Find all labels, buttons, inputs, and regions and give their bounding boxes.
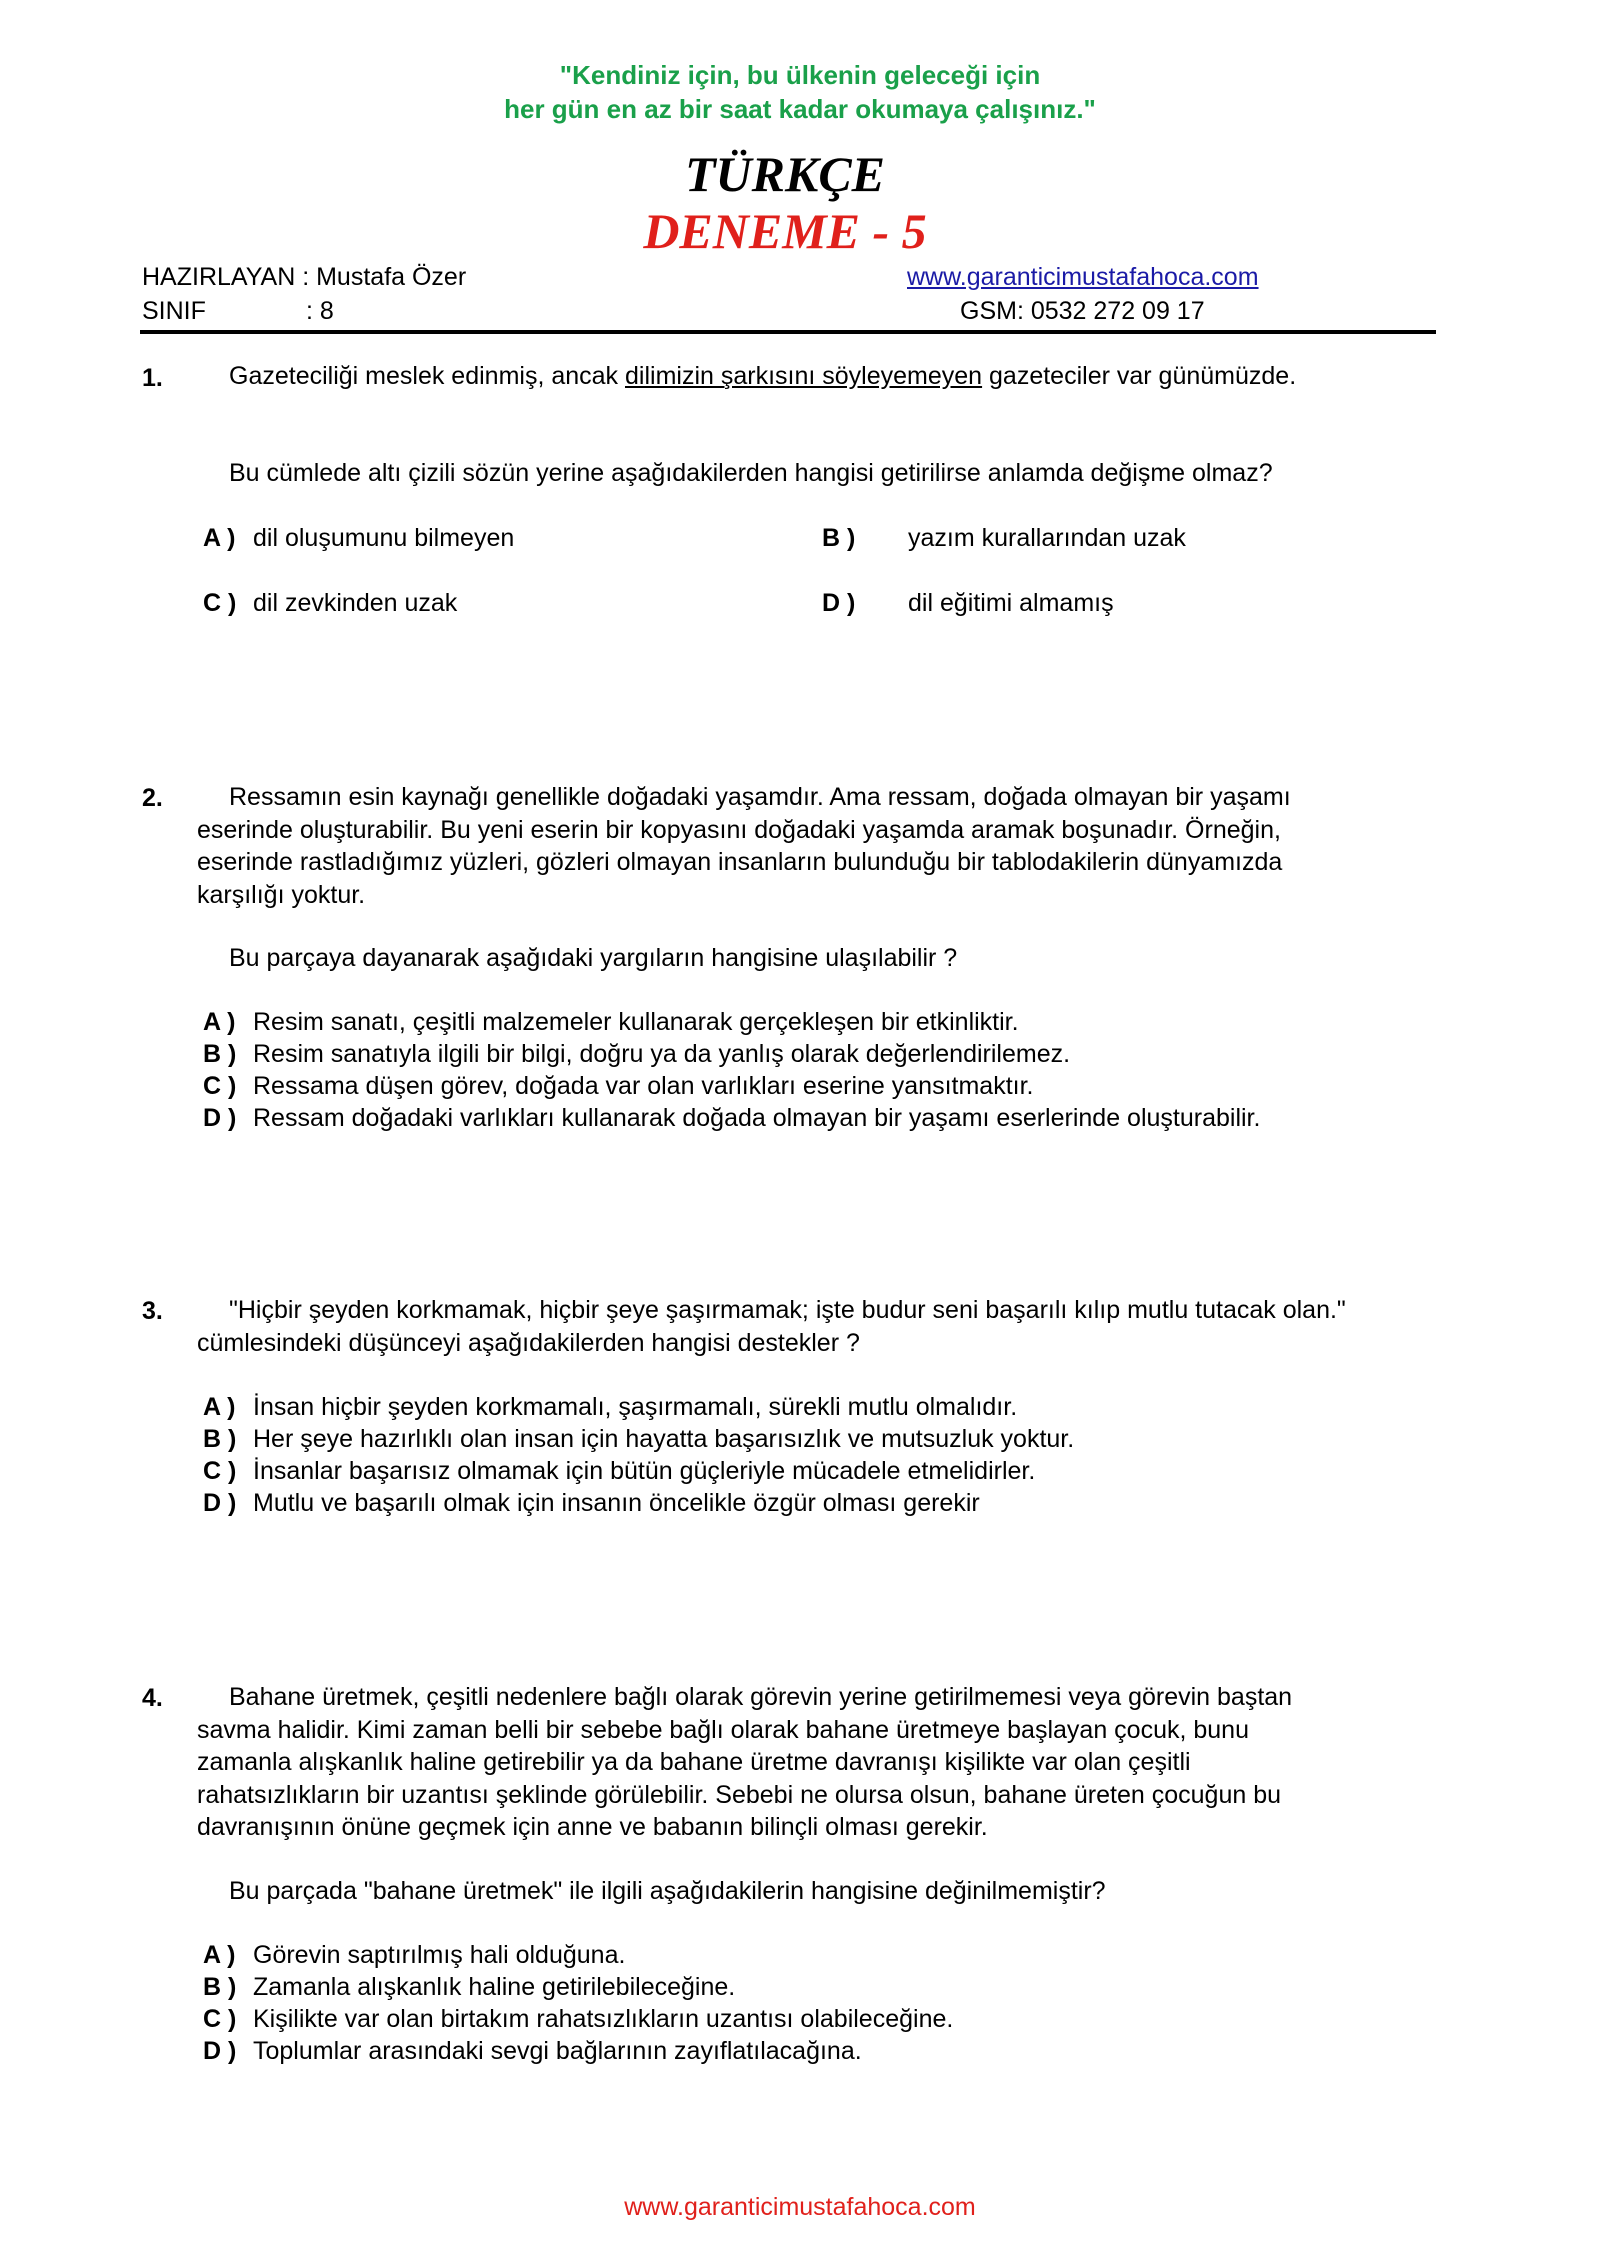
question-3-option-c[interactable]: C ) İnsanlar başarısız olmamak için bütün güçleriyle mücadele etmelidirler. (203, 1457, 1036, 1485)
question-1-option-d[interactable]: D ) dil eğitimi almamış (822, 589, 1114, 617)
question-4-option-b[interactable]: B ) Zamanla alışkanlık haline getirilebileceğine. (203, 1973, 736, 2001)
question-1-prompt: Bu cümlede altı çizili sözün yerine aşağıdakilerden hangisi getirilirse anlamda değişme olmaz? (229, 459, 1273, 487)
gsm-number: GSM: 0532 272 09 17 (960, 297, 1205, 325)
question-1-option-a[interactable]: A ) dil oluşumunu bilmeyen (203, 524, 515, 552)
question-4-text: Bahane üretmek, çeşitli nedenlere bağlı olarak görevin yerine getirilmemesi veya görevin baştan savma halidir. Kimi zaman belli bir sebebe bağlı olarak bahane üretmeye başlayan çocuk, bunu zamanla alışkanlık haline getirebilir ya da bahane üretme davranışı kişilikte var olan çeşitli rahatsızlıkların bir uzantısı şeklinde görülebilir. Sebebi ne olursa olsun, bahane üreten çocuğun bu davranışının önüne geçmek için anne ve babanın bilinçli olması gerekir. (197, 1683, 1293, 1841)
question-2-option-d[interactable]: D ) Ressam doğadaki varlıkları kullanarak doğada olmayan bir yaşamı eserlerinde oluşturabilir. (203, 1104, 1261, 1132)
question-2-option-a[interactable]: A ) Resim sanatı, çeşitli malzemeler kullanarak gerçekleşen bir etkinliktir. (203, 1008, 1019, 1036)
question-4-prompt: Bu parçada "bahane üretmek" ile ilgili aşağıdakilerin hangisine değinilmemiştir? (229, 1877, 1106, 1905)
subject-title: TÜRKÇE (684, 146, 886, 202)
question-2-option-c[interactable]: C ) Ressama düşen görev, doğada var olan varlıkları eserine yansıtmaktır. (203, 1072, 1034, 1100)
question-4-option-c[interactable]: C ) Kişilikte var olan birtakım rahatsızlıkların uzantısı olabileceğine. (203, 2005, 954, 2033)
footer-website[interactable]: www.garanticimustafahoca.com (624, 2193, 976, 2221)
question-3-text: "Hiçbir şeyden korkmamak, hiçbir şeye şaşırmamak; işte budur seni başarılı kılıp mutlu tutacak olan." cümlesindeki düşünceyi aşağıdakilerden hangisi destekler ? (197, 1296, 1346, 1357)
question-4-option-d[interactable]: D ) Toplumlar arasındaki sevgi bağlarının zayıflatılacağına. (203, 2037, 862, 2065)
question-3-option-a[interactable]: A ) İnsan hiçbir şeyden korkmamalı, şaşırmamalı, sürekli mutlu olmalıdır. (203, 1393, 1018, 1421)
question-1-number: 1. (142, 364, 163, 392)
question-3-option-d[interactable]: D ) Mutlu ve başarılı olmak için insanın öncelikle özgür olması gerekir (203, 1489, 980, 1517)
motivational-quote-line-2: her gün en az bir saat kadar okumaya çalışınız." (504, 94, 1096, 124)
question-2-option-b[interactable]: B ) Resim sanatıyla ilgili bir bilgi, doğru ya da yanlış olarak değerlendirilemez. (203, 1040, 1071, 1068)
website-link[interactable]: www.garanticimustafahoca.com (907, 263, 1259, 291)
class-label: SINIF (142, 297, 206, 325)
question-3-number: 3. (142, 1297, 163, 1325)
question-4-number: 4. (142, 1684, 163, 1712)
question-1-option-c[interactable]: C ) dil zevkinden uzak (203, 589, 458, 617)
question-2-text: Ressamın esin kaynağı genellikle doğadaki yaşamdır. Ama ressam, doğada olmayan bir yaşamı eserinde oluşturabilir. Bu yeni eserin bir kopyasını doğadaki yaşamda aramak boşunadır. Örneğin, eserinde rastladığımız yüzleri, gözleri olmayan insanların bulunduğu bir tablodakilerin dünyamızda karşılığı yoktur. (197, 783, 1291, 909)
question-1-option-b[interactable]: B ) yazım kurallarından uzak (822, 524, 1186, 552)
question-1-underlined-phrase: dilimizin şarkısını söyleyemeyen (625, 362, 983, 390)
class-value: : 8 (306, 297, 334, 325)
header-divider (140, 330, 1436, 334)
question-2-number: 2. (142, 784, 163, 812)
author-label: HAZIRLAYAN : Mustafa Özer (142, 263, 467, 291)
question-2-prompt: Bu parçaya dayanarak aşağıdaki yargıların hangisine ulaşılabilir ? (229, 944, 958, 972)
motivational-quote-line-1: "Kendiniz için, bu ülkenin geleceği için (559, 60, 1041, 90)
test-title: DENEME - 5 (643, 203, 927, 259)
question-1-text: Gazeteciliği meslek edinmiş, ancak dilimizin şarkısını söyleyemeyen gazeteciler var günümüzde. (229, 362, 1297, 390)
question-4-option-a[interactable]: A ) Görevin saptırılmış hali olduğuna. (203, 1941, 626, 1969)
question-3-option-b[interactable]: B ) Her şeye hazırlıklı olan insan için hayatta başarısızlık ve mutsuzluk yoktur. (203, 1425, 1075, 1453)
